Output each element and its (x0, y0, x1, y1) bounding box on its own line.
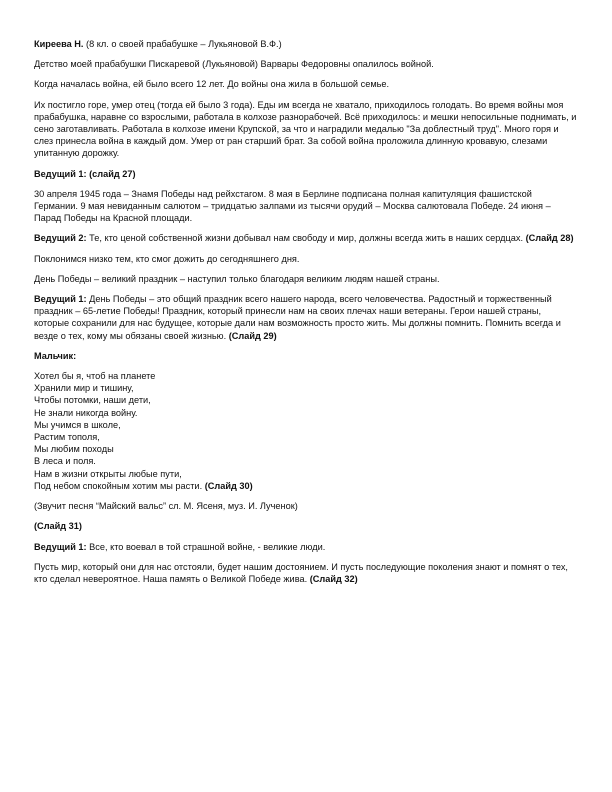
poem-line: Мы любим походы (34, 444, 114, 455)
poem-line: Чтобы потомки, наши дети, (34, 395, 151, 406)
poem-line: Нам в жизни открыты любые пути, (34, 468, 182, 479)
paragraph (34, 561, 578, 585)
speaker-heading: Мальчик: (34, 350, 77, 361)
speaker-label: Ведущий 1: (34, 294, 87, 305)
poem (34, 370, 578, 492)
slide-ref: (Слайд 31) (34, 521, 82, 532)
speech-text: Все, кто воевал в той страшной войне, - великие люди. (86, 541, 326, 552)
document-page (34, 38, 578, 593)
poem-line: Не знали никогда войну. (34, 407, 138, 418)
speaker-label: Ведущий 2: (34, 233, 87, 244)
author-name: Киреева Н. (34, 39, 84, 49)
paragraph: Их постигло горе, умер отец (тогда ей было 3 года). Еды им всегда не хватало, приходилось голодать. Во время войны моя прабабушка, наравне со взрослыми, работала в колхозе разнорабочей. Всё приходилось: и мешки непосильные поднимать, и сено заготавливать. Работала в колхозе имени Крупской, за что и наградили медалью "За доблестный труд". Много горя и слез принесла война в каждый дом. Умер от ран старший брат. За собой война проложила длинную кровавую, слезами упитанную дорожку. (34, 99, 577, 159)
paragraph-author (34, 38, 578, 50)
poem-line: Растим тополя, (34, 432, 100, 443)
author-note: (8 кл. о своей прабабушке – Лукьяновой В.Ф.) (83, 39, 282, 49)
speech-text: Пусть мир, который они для нас отстояли, будет нашим достоянием. И пусть последующие поколения знают и помнят о тех, кто сделал невероятное. Наша память о Великой Победе жива. (34, 561, 568, 584)
speech-text: Те, кто ценой собственной жизни добывал нам свободу и мир, должны всегда жить в наших сердцах. (86, 233, 526, 244)
poem-line: Хранили мир и тишину, (34, 383, 134, 394)
poem-line: Хотел бы я, чтоб на планете (34, 371, 156, 382)
paragraph-speaker (34, 541, 578, 553)
speaker-label: Ведущий 1: (34, 541, 87, 552)
slide-ref: (Слайд 29) (228, 330, 277, 341)
speech-text: День Победы – это общий праздник всего нашего народа, всего человечества. Радостный и торжественный праздник – 65-летие Победы! Праздник, который принесли нам на своих плечах наши ветераны. Герои нашей страны, которые сохранили для нас будущее, которые дали нам возможность просто жить. Мы должны помнить. Помнить всегда и везде о тех, кому мы обязаны своей жизнью. (34, 294, 561, 341)
paragraph: День Победы – великий праздник – наступил только благодаря великим людям нашей страны. (34, 273, 440, 284)
slide-ref: (Слайд 28) (525, 233, 574, 244)
slide-ref: (Слайд 32) (309, 573, 358, 584)
paragraph-speaker (34, 232, 578, 244)
paragraph: Детство моей прабабушки Пискаревой (Лукьяновой) Варвары Федоровны опалилось войной. (34, 59, 434, 70)
speaker-heading: Ведущий 1: (слайд 27) (34, 168, 136, 179)
paragraph-speaker (34, 293, 578, 342)
poem-line: В леса и поля. (34, 456, 96, 467)
paragraph: Когда началась война, ей было всего 12 лет. До войны она жила в большой семье. (34, 79, 390, 90)
poem-line (34, 480, 578, 492)
slide-ref: (Слайд 30) (204, 480, 253, 491)
paragraph: Поклонимся низко тем, кто смог дожить до сегодняшнего дня. (34, 253, 300, 264)
stage-direction: (Звучит песня “Майский вальс” сл. М. Ясеня, муз. И. Лученок) (34, 501, 298, 512)
poem-line: Мы учимся в школе, (34, 419, 121, 430)
paragraph: 30 апреля 1945 года – Знамя Победы над рейхстагом. 8 мая в Берлине подписана полная капитуляция фашистской Германии. 9 мая невиданным салютом – тридцатью залпами из тысячи орудий – Москва салютовала Победе. 24 июня – Парад Победы на Красной площади. (34, 188, 551, 224)
poem-line-text: Под небом спокойным хотим мы расти. (34, 480, 205, 491)
